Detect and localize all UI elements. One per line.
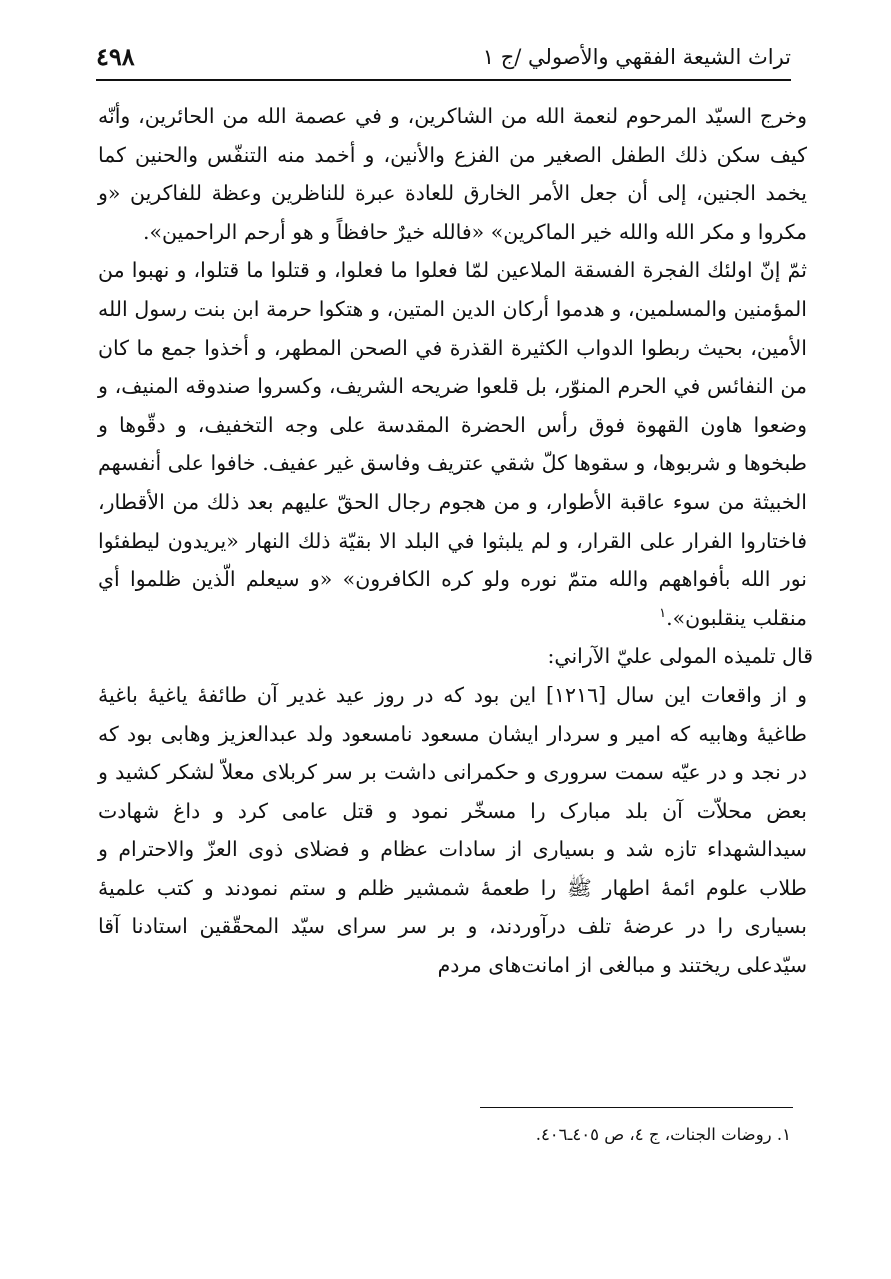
paragraph-persian: و از واقعات این سال [١٢١٦] این بود که در روز عید غدیر آن طائفهٔ یاغیهٔ باغیهٔ طاغیهٔ وهابیه که امیر و سردار ایشان مسعود نامسعود ولد عبدالعزیز وهابی بود که در نجد و در عیّه سمت سروری و حکمرانی داشت بر سر کربلای معلاّ لشکر کشید و بعض محلاّت آن بلد مبارک را مسخّر نمود و قتل عامی کرد و داغ شهادت سیدالشهداء تازه شد و بسیاری از سادات عظام و فضلای ذوی العزّ والاحترام و طلاب علوم ائمهٔ اطهار ﷺ را طعمهٔ شمشیر ظلم و ستم نمودند و کتب علمیهٔ بسیاری را در عرضهٔ تلف درآوردند، و بر سر سرای سیّد المحقّقین استادنا آقا سیّدعلی ریختند و مبالغی از امانت‌های مردم bbox=[98, 682, 808, 978]
running-title: تراث الشيعة الفقهي والأصولي /ج ١ bbox=[482, 45, 791, 69]
page-number: ٤٩٨ bbox=[96, 42, 135, 71]
quote-intro: قال تلميذه المولى عليّ الآراني: bbox=[547, 644, 813, 669]
paragraph-2 bbox=[98, 251, 807, 637]
main-text bbox=[98, 97, 813, 985]
running-header bbox=[96, 40, 791, 74]
header-divider bbox=[96, 79, 791, 81]
paragraph-1: وخرج السيّد المرحوم لنعمة الله من الشاكرين، و في عصمة الله من الحائرين، وأنّه كيف سكن ذلك الطفل الصغير من الفزع والأنين، و أخمد منه التنفّس والحنين كما يخمد الجنين، إلى أن جعل الأمر الخارق للعادة عبرة للناظرين وعظة للفاكرين «و مكروا و مكر الله والله خير الماكرين» «فالله خيرٌ حافظاً و هو أرحم الراحمين». bbox=[98, 104, 807, 244]
footnote-divider bbox=[480, 1107, 793, 1108]
paragraph-2-text: ثمّ إنّ اولئك الفجرة الفسقة الملاعين لمّا فعلوا ما فعلوا، و قتلوا ما قتلوا، و نهبوا من المؤمنين والمسلمين، و هدموا أركان الدين المتين، و هتكوا حرمة ابن بنت رسول الله الأمين، بحيث ربطوا الدواب الكثيرة القذرة في الصحن المطهر، و أخذوا جمع ما كان من النفائس في الحرم المنوّر، بل قلعوا ضريحه الشريف، وكسروا صندوقه المنيف، و وضعوا هاون القهوة فوق رأس الحضرة المقدسة على وجه التخفيف، و دقّوها و طبخوها و شربوها، و سقوها كلّ شقي عتريف وفاسق غير عفيف. خافوا على أنفسهم الخبيثة من سوء عاقبة الأطوار، و من هجوم رجال الحقّ عليهم بعد ذلك من الأقطار، فاختاروا الفرار على القرار، و لم يلبثوا في البلد الا بقيّة ذلك النهار «يريدون ليطفئوا نور الله بأفواههم والله متمّ نوره ولو كره الكافرون» «و سيعلم الّذين ظلموا أي منقلب ينقلبون». bbox=[98, 258, 807, 630]
footnote-reference: ١ bbox=[659, 605, 667, 621]
footnote-1: ١. روضات الجنات، ج ٤، ص ٤٠٥ـ٤٠٦. bbox=[535, 1125, 791, 1144]
